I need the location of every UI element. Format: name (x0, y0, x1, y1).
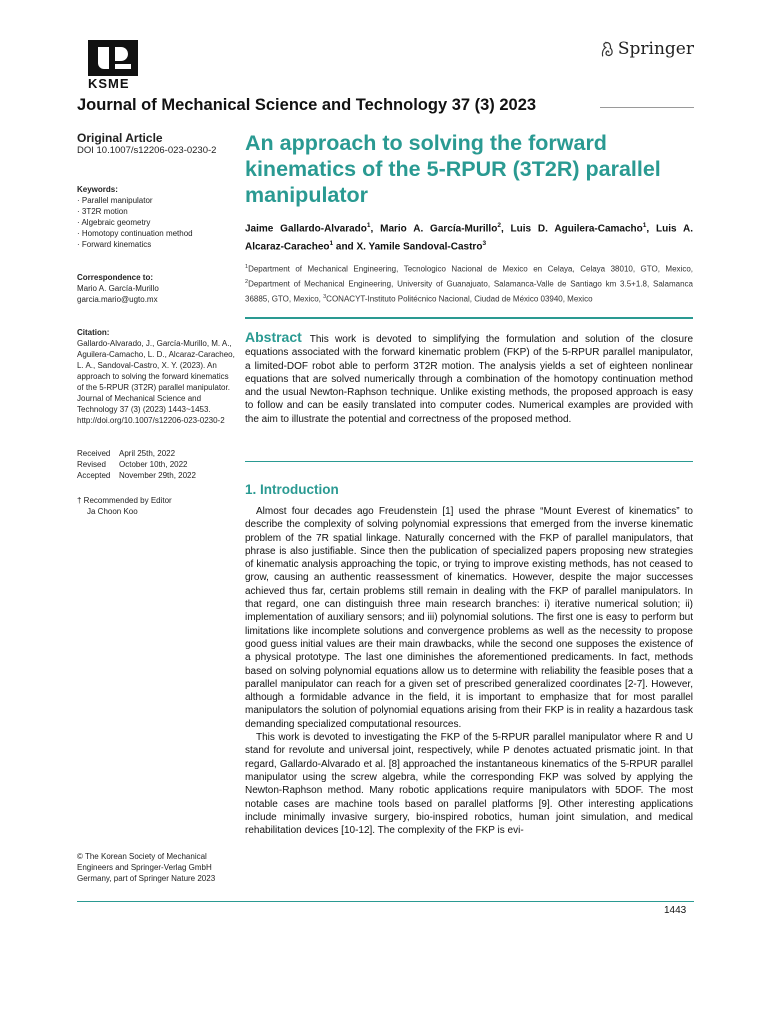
introduction-body (245, 505, 693, 837)
author-name: Jaime Gallardo-Alvarado (245, 223, 367, 235)
body-paragraph: Almost four decades ago Freudenstein [1] used the phrase “Mount Everest of kinematics” to describe the complexity of solving polynomial expressions that emerged from the inverse kinematic problem of the 7R spatial linkage. Naturally concerned with the FKP of parallel manipulators, that phrase is also justifiable. Since then the publication of specialized papers proposing new strategies of kinematic analysis approaching the topic, or trying to improve existing methods, has not ceased to grow, causing an authentic reassessment of kinematics. However, despite the major successes achieved thus far, certain problems still remain in dealing with the FKP of parallel manipulators. In that regard, one can distinguish three main research branches: i) iterative numerical solution; ii) implementation of auxiliary sensors; and iii) polynomial solutions. The first one is easy to perform but limitations like incomplete solutions and convergence problems as well as the necessity to propose good guess initial values are their main drawbacks, while the second one supposes the existence of a physical prototype. The last one diminishes the aforementioned predicaments. In fact, methods based on solving polynomial equations allow us to determine with reliability the feasible poses that a parallel manipulator can reach for a given set of prescribed generalized coordinates [2-7]. However, although a formidable advance in the field, it is important to emphasize that for most parallel manipulators the solution of polynomial equations arising from their FKP is in reality a hazardous task demanding specialized computational resources. (245, 506, 693, 730)
author-affil-sup: 1 (366, 222, 371, 229)
date-label: Accepted (77, 471, 111, 480)
keyword-item: · Algebraic geometry (77, 217, 237, 228)
author-name: Luis D. Aguilera-Camacho (510, 223, 643, 235)
section-heading: 1. Introduction (245, 482, 339, 497)
author-name: Mario A. García-Murillo (380, 223, 498, 235)
affil-sup: 3 (323, 293, 327, 300)
citation-label: Citation: (77, 328, 110, 337)
abstract-top-rule (245, 317, 693, 319)
author-separator: and (333, 241, 357, 253)
author-list (245, 218, 693, 255)
page-number: 1443 (664, 905, 687, 916)
journal-title: Journal of Mechanical Science and Technology 37 (3) 2023 (77, 96, 537, 114)
footer-rule (77, 901, 694, 902)
ksme-logo (88, 40, 140, 90)
citation-text: Gallardo-Alvarado, J., García-Murillo, M. A., Aguilera-Camacho, L. D., Alcaraz-Caracheo, L. A., Sandoval-Castro, X. Y. (2023). An approach to solving the forward kinematics of the 5-RPUR (3T2R) parallel manipulator. Journal of Mechanical Science and Technology 37 (3) (2023) 1443~1453. (77, 339, 235, 414)
keyword-item: · Parallel manipulator (77, 195, 237, 206)
keywords-list (77, 195, 237, 250)
copyright-notice: © The Korean Society of Mechanical Engineers and Springer-Verlag GmbH Germany, part of Springer Nature 2023 (77, 852, 216, 883)
affiliation-text: Department of Mechanical Engineering, Tecnologico Nacional de Mexico en Celaya, Celaya 38010, GTO, Mexico, (248, 264, 693, 274)
keyword-item: · 3T2R motion (77, 206, 237, 217)
affil-sup: 2 (245, 278, 249, 285)
author-affil-sup: 1 (642, 222, 647, 229)
author-name: Luis A. Alcaraz-Caracheo (245, 223, 693, 253)
author-affil-sup: 2 (497, 222, 501, 229)
springer-logo (598, 36, 694, 62)
correspondence-name: Mario A. García-Murillo (77, 284, 159, 293)
affiliation-text: CONACYT-Instituto Politécnico Nacional, Ciudad de México 03940, Mexico (326, 294, 593, 304)
affil-sup: 1 (245, 263, 249, 270)
keyword-item: · Homotopy continuation method (77, 228, 237, 239)
author-separator: , (646, 223, 656, 235)
date-label: Received (77, 449, 111, 458)
recommended-label: † Recommended by Editor (77, 496, 172, 505)
header-rule (600, 107, 694, 108)
ksme-emblem-icon (88, 40, 138, 76)
abstract (245, 331, 693, 426)
doi[interactable]: DOI 10.1007/s12206-023-0230-2 (77, 145, 217, 156)
author-affil-sup: 3 (482, 240, 487, 248)
affiliations (245, 261, 693, 306)
keywords-label: Keywords: (77, 185, 118, 194)
author-affil-sup: 1 (329, 240, 334, 248)
abstract-label: Abstract (245, 329, 302, 345)
author-separator: , (370, 223, 381, 235)
author-name: X. Yamile Sandoval-Castro (356, 241, 483, 253)
citation-url[interactable]: http://doi.org/10.1007/s12206-023-0230-2 (77, 416, 225, 425)
article-type: Original Article (77, 131, 163, 145)
springer-wordmark: Springer (617, 39, 694, 59)
springer-horse-icon (598, 37, 615, 61)
keyword-item: · Forward kinematics (77, 239, 237, 250)
article-dates (77, 448, 237, 481)
ksme-logo-text: KSME (88, 76, 130, 91)
date-value: November 29th, 2022 (119, 471, 196, 480)
date-value: October 10th, 2022 (119, 460, 188, 469)
article-title: An approach to solving the forward kinematics of the 5-RPUR (3T2R) parallel manipulator (245, 131, 661, 207)
author-separator: , (500, 223, 511, 235)
article-sidebar (77, 131, 237, 517)
date-value: April 25th, 2022 (119, 449, 176, 458)
correspondence-label: Correspondence to: (77, 273, 154, 282)
recommended-editor: Ja Choon Koo (87, 507, 138, 516)
abstract-bottom-rule (245, 461, 693, 462)
article-header (245, 130, 693, 306)
affiliation-text: Department of Mechanical Engineering, University of Guanajuato, Salamanca-Valle de Santiago km 3.5+1.8, Salamanca 36885, GTO, Mexico, (245, 279, 693, 304)
date-label: Revised (77, 460, 106, 469)
body-paragraph: This work is devoted to investigating the FKP of the 5-RPUR parallel manipulator where R and U stand for revolute and universal joint, respectively, while P denotes actuated prismatic joint. In that regard, Gallardo-Alvarado et al. [8] approached the instantaneous kinematics of the 5-RPUR parallel manipulator using the screw algebra, while the corresponding FKP was solved by applying the Newton-Raphson method. Many robotic applications require manipulators with 5DOF. The most notable cases are machine tools based on parallel platforms [9]. Other interesting applications include minimally invasive surgery, bio-inspired robotics, human joint simulation, and medical rehabilitation devices [10-12]. The complexity of the FKP is evi- (245, 732, 693, 837)
abstract-text: This work is devoted to simplifying the formulation and solution of the closure equations associated with the forward kinematic problem (FKP) of the 5-RPUR parallel manipulator, a limited-DOF robot able to perform 3T2R motion. The analysis yields a set of eighteen nonlinear equations that are solved numerically through a combination of the homotopy continuation method and the usual Newton-Raphson technique. Unlike existing methods, the proposed approach is easy to follow and can be easily translated into computer codes. Numerical examples are provided with the aim to illustrate the potential and correctness of the proposed method. (245, 334, 693, 425)
correspondence-email[interactable]: garcia.mario@ugto.mx (77, 295, 158, 304)
